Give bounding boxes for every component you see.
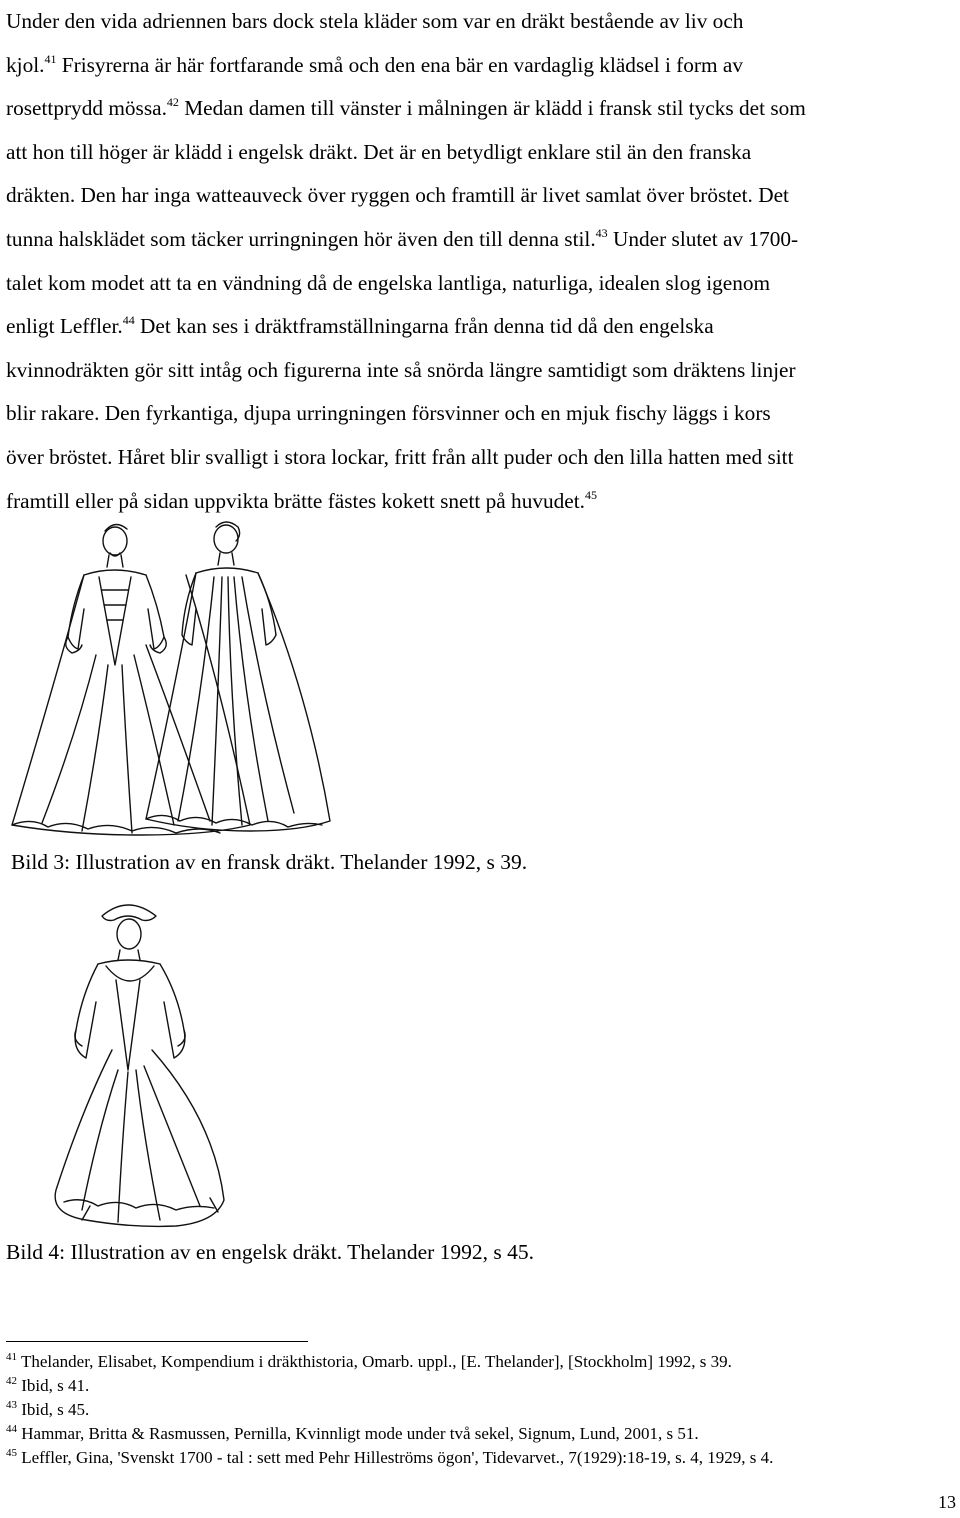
footnote-item	[6, 1446, 958, 1470]
footnote-reference[interactable]: 44	[122, 313, 135, 328]
footnote-number: 41	[6, 1351, 17, 1363]
body-line	[6, 0, 958, 44]
footnote-text: Leffler, Gina, 'Svenskt 1700 - tal : sett med Pehr Hilleströms ögon', Tidevarvet., 7(1929):18-19, s. 4, 1929, s 4.	[21, 1448, 774, 1467]
figure-4-caption: Bild 4: Illustration av en engelsk dräkt. Thelander 1992, s 45.	[6, 1240, 535, 1264]
english-dress-illustration	[46, 890, 262, 1230]
footnote-reference[interactable]: 42	[166, 95, 179, 110]
figure-3-caption: Bild 3: Illustration av en fransk dräkt. Thelander 1992, s 39.	[11, 850, 528, 874]
footnote-number: 44	[6, 1423, 17, 1435]
body-line	[6, 436, 958, 480]
footnote-item	[6, 1398, 958, 1422]
body-text: Det kan ses i dräktframställningarna från denna tid då den engelska	[134, 314, 714, 339]
body-paragraph	[6, 0, 958, 523]
body-line	[6, 174, 958, 218]
footnote-item	[6, 1350, 958, 1374]
body-line	[6, 44, 958, 88]
body-text: blir rakare. Den fyrkantiga, djupa urringningen försvinner och en mjuk fischy läggs i kors	[6, 401, 771, 426]
body-text: dräkten. Den har inga watteauveck över ryggen och framtill är livet samlat över bröstet. Det	[6, 183, 789, 208]
body-text: Frisyrerna är här fortfarande små och den ena bär en vardaglig klädsel i form av	[56, 52, 744, 77]
footnote-item	[6, 1422, 958, 1446]
body-line	[6, 87, 958, 131]
footnote-text: Hammar, Britta & Rasmussen, Pernilla, Kvinnligt mode under två sekel, Signum, Lund, 2001, s 51.	[21, 1424, 699, 1443]
body-text: Under slutet av 1700-	[607, 226, 799, 251]
body-line	[6, 349, 958, 393]
body-text: Under den vida adriennen bars dock stela kläder som var en dräkt bestående av liv och	[6, 9, 744, 33]
footnote-reference[interactable]: 45	[585, 487, 597, 502]
page-number: 13	[938, 1492, 956, 1512]
footnote-text: Ibid, s 45.	[21, 1400, 90, 1419]
footnote-text: Thelander, Elisabet, Kompendium i dräkthistoria, Omarb. uppl., [E. Thelander], [Stockholm] 1992, s 39.	[20, 1352, 732, 1371]
body-text: talet kom modet att ta en vändning då de engelska lantliga, naturliga, idealen slog igenom	[6, 270, 771, 295]
body-text: Medan damen till vänster i målningen är klädd i fransk stil tycks det som	[178, 96, 806, 121]
footnote-text: Ibid, s 41.	[21, 1376, 90, 1395]
body-text: enligt Leffler.	[6, 314, 123, 339]
footnote-number: 45	[6, 1447, 17, 1459]
body-text: rosettprydd mössa.	[6, 96, 167, 121]
french-dress-illustration	[4, 515, 334, 840]
footnote-item	[6, 1374, 958, 1398]
body-line	[6, 131, 958, 175]
body-line	[6, 262, 958, 306]
footnote-reference[interactable]: 43	[595, 225, 608, 240]
footnotes-section	[6, 1350, 958, 1470]
body-line	[6, 218, 958, 262]
body-line	[6, 305, 958, 349]
body-text: att hon till höger är klädd i engelsk dräkt. Det är en betydligt enklare stil än den franska	[6, 139, 752, 164]
body-text: tunna halsklädet som täcker urringningen hör även den till denna stil.	[6, 226, 596, 251]
footnote-number: 42	[6, 1375, 17, 1387]
footnote-separator	[6, 1341, 308, 1342]
footnote-reference[interactable]: 41	[44, 51, 57, 66]
body-line	[6, 392, 958, 436]
body-text: kjol.	[6, 52, 45, 77]
body-text: framtill eller på sidan uppvikta brätte fästes kokett snett på huvudet.	[6, 488, 585, 513]
footnote-number: 43	[6, 1399, 17, 1411]
body-text: över bröstet. Håret blir svalligt i stora lockar, fritt från allt puder och den lilla hatten med sitt	[6, 444, 794, 469]
body-text: kvinnodräkten gör sitt intåg och figurerna inte så snörda längre samtidigt som dräktens linjer	[6, 357, 796, 382]
